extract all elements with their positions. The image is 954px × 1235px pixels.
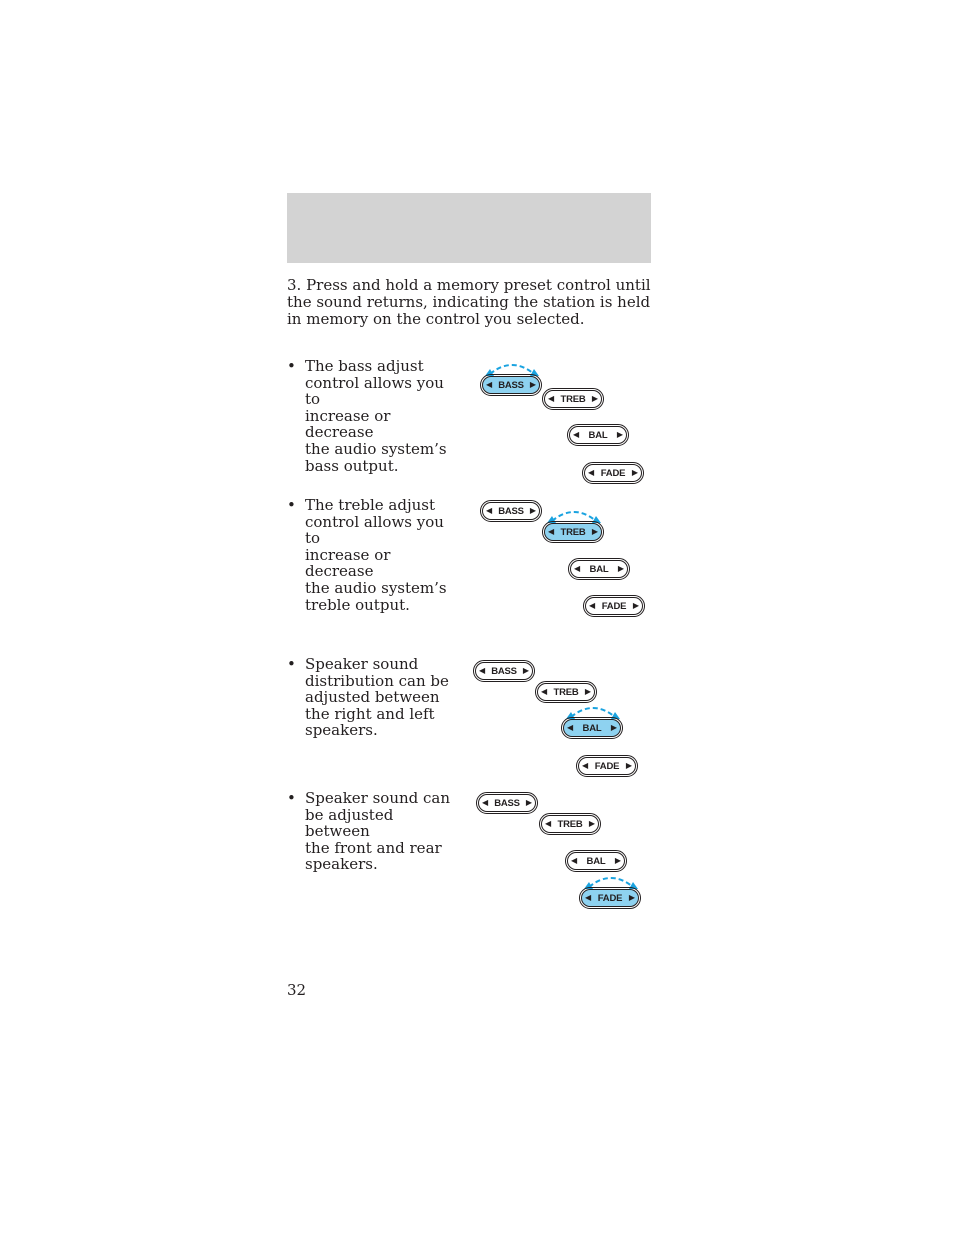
button-label: BAL xyxy=(588,429,608,441)
button-label: TREB xyxy=(557,818,583,830)
left-arrow-icon: ◀ xyxy=(482,798,489,807)
bass-button[interactable] xyxy=(478,794,536,812)
right-arrow-icon: ▶ xyxy=(628,893,635,902)
left-arrow-icon: ◀ xyxy=(582,761,589,770)
bass-button[interactable] xyxy=(482,376,540,394)
right-arrow-icon: ▶ xyxy=(614,856,621,865)
button-label: BAL xyxy=(586,855,606,867)
bass-button[interactable] xyxy=(475,662,533,680)
bullet-marker: • xyxy=(287,357,296,375)
bal-button[interactable] xyxy=(569,426,627,444)
button-label: TREB xyxy=(560,526,586,538)
bass-button[interactable] xyxy=(482,502,540,520)
bullet-treble xyxy=(287,497,457,613)
right-arrow-icon: ▶ xyxy=(522,666,529,675)
button-label: BASS xyxy=(491,665,517,677)
treb-button[interactable] xyxy=(541,815,599,833)
treb-button[interactable] xyxy=(544,390,602,408)
right-arrow-icon: ▶ xyxy=(525,798,532,807)
left-arrow-icon: ◀ xyxy=(479,666,486,675)
button-label: BASS xyxy=(498,379,524,391)
right-arrow-icon: ▶ xyxy=(632,601,639,610)
left-arrow-icon: ◀ xyxy=(585,893,592,902)
left-arrow-icon: ◀ xyxy=(571,856,578,865)
bullet-marker: • xyxy=(287,789,296,807)
bullet-text: Speaker sound distribution can be adjusted between the right and left speakers. xyxy=(305,655,449,740)
fade-button[interactable] xyxy=(585,597,643,615)
fade-button[interactable] xyxy=(581,889,639,907)
bullet-text: The bass adjust control allows you to increase or decrease the audio system’s bass output. xyxy=(305,357,447,475)
right-arrow-icon: ▶ xyxy=(616,430,623,439)
button-label: TREB xyxy=(553,686,579,698)
right-arrow-icon: ▶ xyxy=(529,380,536,389)
bullet-text: The treble adjust control allows you to increase or decrease the audio system’s treble output. xyxy=(305,496,447,614)
step-3-text: 3. Press and hold a memory preset control until the sound returns, indicating the station is held in memory on the control you selected. xyxy=(287,276,651,328)
button-label: FADE xyxy=(594,760,620,772)
button-label: FADE xyxy=(597,892,623,904)
button-label: BASS xyxy=(498,505,524,517)
bullet-text: Speaker sound can be adjusted between the front and rear speakers. xyxy=(305,789,451,874)
treb-button[interactable] xyxy=(544,523,602,541)
left-arrow-icon: ◀ xyxy=(545,819,552,828)
left-arrow-icon: ◀ xyxy=(573,430,580,439)
bullet-fade xyxy=(287,790,457,873)
button-label: BAL xyxy=(589,563,609,575)
left-arrow-icon: ◀ xyxy=(588,468,595,477)
left-arrow-icon: ◀ xyxy=(589,601,596,610)
treb-button[interactable] xyxy=(537,683,595,701)
bal-button[interactable] xyxy=(563,719,621,737)
bullet-balance xyxy=(287,656,457,739)
bullet-bass xyxy=(287,358,457,474)
right-arrow-icon: ▶ xyxy=(625,761,632,770)
left-arrow-icon: ◀ xyxy=(541,687,548,696)
right-arrow-icon: ▶ xyxy=(584,687,591,696)
right-arrow-icon: ▶ xyxy=(610,723,617,732)
right-arrow-icon: ▶ xyxy=(529,506,536,515)
page-number: 32 xyxy=(287,981,307,999)
button-label: FADE xyxy=(601,600,627,612)
bullet-marker: • xyxy=(287,496,296,514)
left-arrow-icon: ◀ xyxy=(548,394,555,403)
left-arrow-icon: ◀ xyxy=(486,506,493,515)
left-arrow-icon: ◀ xyxy=(548,527,555,536)
button-label: TREB xyxy=(560,393,586,405)
fade-button[interactable] xyxy=(584,464,642,482)
button-label: FADE xyxy=(600,467,626,479)
button-label: BASS xyxy=(494,797,520,809)
left-arrow-icon: ◀ xyxy=(574,564,581,573)
bal-button[interactable] xyxy=(570,560,628,578)
right-arrow-icon: ▶ xyxy=(591,527,598,536)
left-arrow-icon: ◀ xyxy=(486,380,493,389)
right-arrow-icon: ▶ xyxy=(591,394,598,403)
header-band xyxy=(287,193,651,263)
bullet-marker: • xyxy=(287,655,296,673)
right-arrow-icon: ▶ xyxy=(617,564,624,573)
fade-button[interactable] xyxy=(578,757,636,775)
right-arrow-icon: ▶ xyxy=(588,819,595,828)
button-label: BAL xyxy=(582,722,602,734)
bal-button[interactable] xyxy=(567,852,625,870)
left-arrow-icon: ◀ xyxy=(567,723,574,732)
right-arrow-icon: ▶ xyxy=(631,468,638,477)
